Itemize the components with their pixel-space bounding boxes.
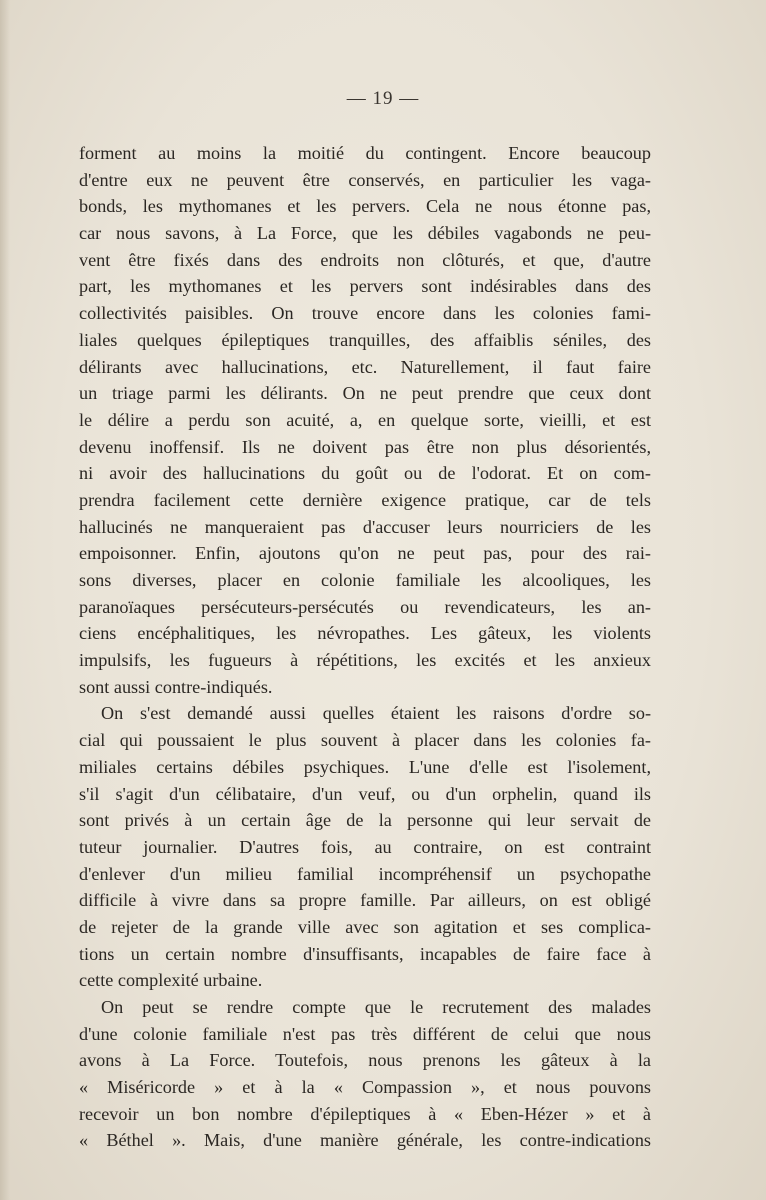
text-line: On s'est demandé aussi quelles étaient les raisons d'ordre so- — [101, 703, 651, 724]
text-line: tuteur journalier. D'autres fois, au contraire, on est contraint — [79, 836, 651, 857]
text-line: liales quelques épileptiques tranquilles, des affaiblis séniles, des — [79, 329, 651, 350]
text-line: délirants avec hallucinations, etc. Naturellement, il faut faire — [79, 356, 651, 377]
text-line: « Miséricorde » et à la « Compassion », et nous pouvons — [79, 1077, 651, 1098]
text-line: collectivités paisibles. On trouve encore dans les colonies fami- — [79, 303, 651, 324]
page-edge-shadow — [0, 0, 10, 1200]
text-line: miliales certains débiles psychiques. L'une d'elle est l'isolement, — [79, 756, 651, 777]
text-line: avons à La Force. Toutefois, nous prenons les gâteux à la — [79, 1050, 651, 1071]
text-line: ciens encéphalitiques, les névropathes. Les gâteux, les violents — [79, 623, 651, 644]
text-line: un triage parmi les délirants. On ne peut prendre que ceux dont — [79, 383, 651, 404]
text-line: « Béthel ». Mais, d'une manière générale, les contre-indications — [79, 1130, 651, 1151]
text-line: s'il s'agit d'un célibataire, d'un veuf, ou d'un orphelin, quand ils — [79, 783, 651, 804]
text-line: recevoir un bon nombre d'épileptiques à « Eben-Hézer » et à — [79, 1103, 651, 1124]
text-line: car nous savons, à La Force, que les débiles vagabonds ne peu- — [79, 223, 651, 244]
text-line: de rejeter de la grande ville avec son agitation et ses complica- — [79, 916, 651, 937]
text-line: sons diverses, placer en colonie familiale les alcooliques, les — [79, 570, 651, 590]
text-line: sont aussi contre-indiqués. — [79, 676, 273, 697]
text-line: cial qui poussaient le plus souvent à placer dans les colonies fa- — [79, 730, 651, 751]
text-line: tions un certain nombre d'insuffisants, incapables de faire face à — [79, 943, 651, 964]
text-line: hallucinés ne manqueraient pas d'accuser leurs nourriciers de les — [79, 516, 651, 537]
text-line: vent être fixés dans des endroits non clôturés, et que, d'autre — [79, 249, 651, 270]
text-line: bonds, les mythomanes et les pervers. Cela ne nous étonne pas, — [79, 196, 651, 217]
text-line: cette complexité urbaine. — [79, 970, 263, 991]
text-line: d'entre eux ne peuvent être conservés, en particulier les vaga- — [79, 169, 651, 190]
text-line: forment au moins la moitié du contingent. Encore beaucoup — [79, 143, 651, 163]
text-line: le délire a perdu son acuité, a, en quelque sorte, vieilli, et est — [79, 409, 651, 430]
text-line: impulsifs, les fugueurs à répétitions, les excités et les anxieux — [79, 650, 651, 671]
text-line: d'enlever d'un milieu familial incompréhensif un psychopathe — [79, 863, 651, 884]
text-line: On peut se rendre compte que le recrutement des malades — [101, 997, 651, 1017]
text-line: empoisonner. Enfin, ajoutons qu'on ne peut pas, pour des rai- — [79, 543, 651, 564]
text-line: sont privés à un certain âge de la personne qui leur servait de — [79, 810, 651, 831]
body-text — [79, 140, 651, 1154]
page-number: — 19 — — [346, 88, 420, 109]
text-line: difficile à vivre dans sa propre famille. Par ailleurs, on est obligé — [79, 890, 651, 911]
text-line: part, les mythomanes et les pervers sont indésirables dans des — [79, 276, 651, 297]
text-line: devenu inoffensif. Ils ne doivent pas être non plus désorientés, — [79, 436, 651, 457]
text-line: prendra facilement cette dernière exigence pratique, car de tels — [79, 489, 651, 510]
text-line: ni avoir des hallucinations du goût ou de l'odorat. Et on com- — [79, 463, 651, 484]
text-line: paranoïaques persécuteurs-persécutés ou revendicateurs, les an- — [79, 596, 651, 617]
text-line: d'une colonie familiale n'est pas très différent de celui que nous — [79, 1023, 651, 1044]
